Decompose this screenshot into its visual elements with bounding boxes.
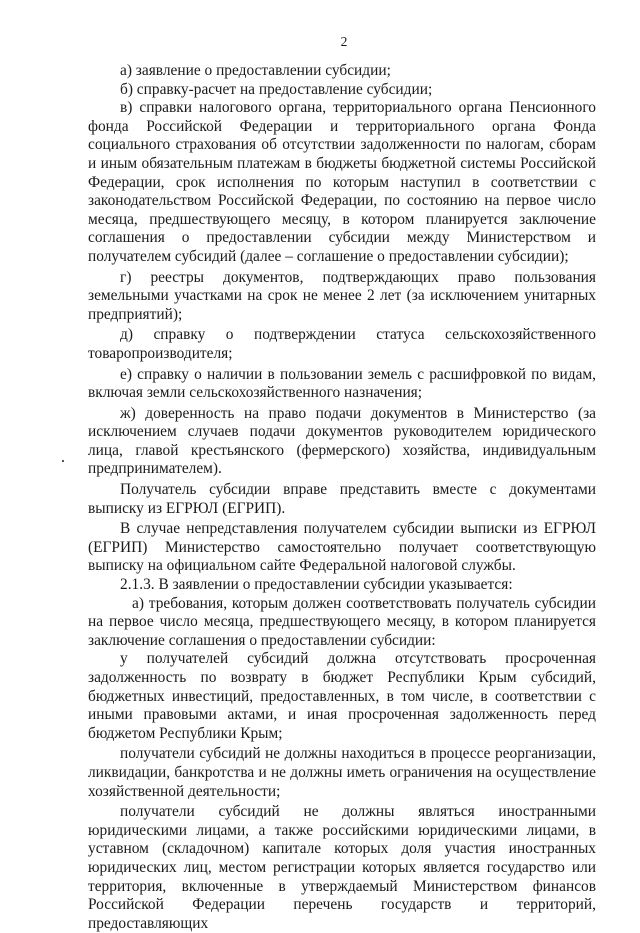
paragraph-egrul-ministry: В случае непредставления получателем субсидии выписки из ЕГРЮЛ (ЕГРИП) Министерство самостоятельно получает соответствующую выписку на официальном сайте Федеральной налоговой службы. — [88, 520, 596, 575]
requirement-not-foreign: получатели субсидий не должны являться иностранными юридическими лицами, а также российскими юридическими лицами, в уставном (складочном) капитале которых доля участия иностранных юридических лиц, местом регистрации которых является государство или территория, включенные в утверждаемый Министерством финансов Российской Федерации перечень государств и территорий, предоставляющих — [88, 803, 596, 932]
document-page — [88, 34, 596, 933]
list-item-e: е) справку о наличии в пользовании земель с расшифровкой по видам, включая земли сельскохозяйственного назначения; — [88, 365, 596, 402]
list-item-v: в) справки налогового органа, территориального органа Пенсионного фонда Российской Федерации и территориального органа Фонда социального страхования об отсутствии задолженности по налогам, сборам и иным обязательным платежам в бюджеты бюджетной системы Российской Федерации, срок исполнения по которым наступил в соответствии с законодательством Российской Федерации, по состоянию на первое число месяца, предшествующего месяцу, в котором планируется заключение соглашения о предоставлении субсидии между Министерством и получателем субсидий (далее – соглашение о предоставлении субсидии); — [88, 99, 596, 265]
list-item-zh: ж) доверенность на право подачи документов в Министерство (за исключением случаев подачи документов руководителем юридического лица, главой крестьянского (фермерского) хозяйства, индивидуальным предпринимателем). — [88, 404, 596, 478]
list-item-g: г) реестры документов, подтверждающих право пользования земельными участками на срок не менее 2 лет (за исключением унитарных предприятий); — [88, 268, 596, 323]
list-item-d: д) справку о подтверждении статуса сельскохозяйственного товаропроизводителя; — [88, 326, 596, 362]
section-heading-2-1-3: 2.1.3. В заявлении о предоставлении субсидии указывается: — [120, 576, 513, 594]
list-item-b: б) справку-расчет на предоставление субсидии; — [120, 80, 433, 98]
requirement-no-debt: у получателей субсидий должна отсутствовать просроченная задолженность по возврату в бюджет Республики Крым субсидий, бюджетных инвестиций, предоставленных, в том числе, в соответствии с иными правовыми актами, и иная просроченная задолженность перед бюджетом Республики Крым; — [88, 650, 596, 742]
paragraph-egrul-option: Получатель субсидии вправе представить вместе с документами выписку из ЕГРЮЛ (ЕГРИП). — [88, 481, 596, 517]
page-number: 2 — [340, 34, 348, 49]
list-item-a: а) заявление о предоставлении субсидии; — [120, 62, 391, 79]
scan-speck — [62, 460, 64, 462]
requirement-no-reorganization: получатели субсидий не должны находиться в процессе реорганизации, ликвидации, банкротства и не должны иметь ограничения на осуществление хозяйственной деятельности; — [88, 745, 596, 800]
requirement-item-a: а) требования, которым должен соответствовать получатель субсидии на первое число месяца, предшествующего месяцу, в котором планируется заключение соглашения о предоставлении субсидии: — [88, 594, 596, 649]
